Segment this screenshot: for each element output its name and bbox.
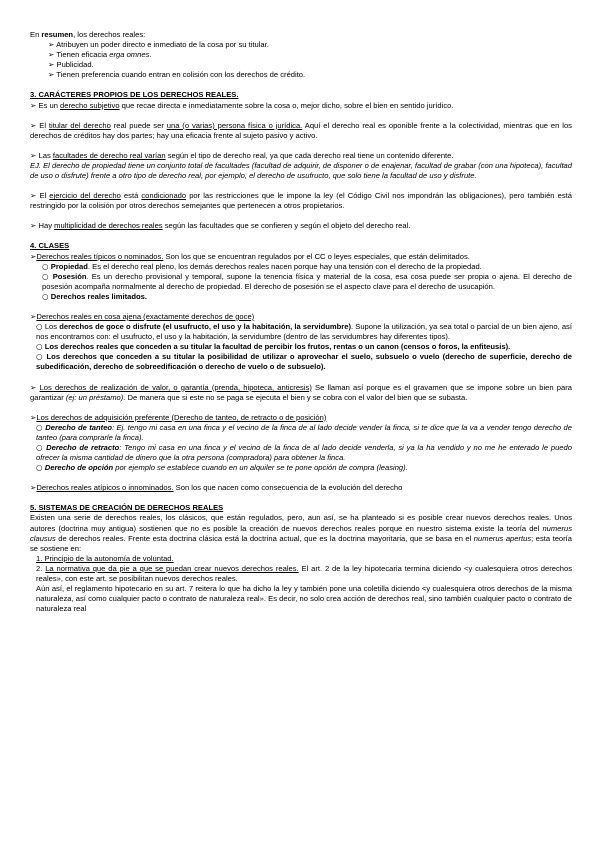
section-4-title: 4. CLASES <box>30 241 70 251</box>
s4-adquisicion-title: ➢Los derechos de adquisición preferente (Derecho de tanteo, de retracto o de posición) <box>30 412 327 422</box>
s3-paragraph-3: ➢ Las facultades de derecho real varían según el tipo de derecho real, ya que cada derecho real tiene un contenido diferente. <box>30 150 454 160</box>
resumen-lead: En resumen, los derechos reales: <box>30 30 146 39</box>
s3-paragraph-4: ➢ El ejercicio del derecho está condicionado por las restricciones que le impone la ley (el Código Civil nos impondrán las obligaciones), pero también está restringido por la colisión por otros derechos semejantes que pertenecen a otros propietarios. <box>30 191 572 211</box>
s4-garantia: ➢ Los derechos de realización de valor, o garantía (prenda, hipoteca, anticresis) Se llaman así porque es el gravamen que se impone sobre un bien para garantizar (ej: un préstamo). De manera que si este no se paga se ejecuta el bien y se cobra con el valor del bien que se subasta. <box>30 382 572 402</box>
circle-bullet-icon: ○ <box>36 422 43 432</box>
document-page <box>30 30 572 614</box>
arrow-bullet-icon: ➢ <box>30 150 37 160</box>
s5-item-2-continuation: Aún así, el reglamento hipotecario en su art. 7 reitera lo que ha dicho la ley y también pone una coletilla diciendo <y cualesquiera otros derechos de la misma naturaleza, así como cualquier pacto o contrato de naturaleza real». Es decir, no solo crea acción de derechos real, sino también cualquier pacto o contrato de naturaleza real <box>36 584 572 614</box>
arrow-bullet-icon: ➢ <box>48 70 55 80</box>
s4-tipicos: ➢Derechos reales típicos o nominados. Son los que se encuentran regulados por el CC o leyes especiales, que están delimitados. <box>30 251 470 261</box>
resumen-item: ➢ Publicidad. <box>48 60 94 70</box>
circle-bullet-icon: ○ <box>36 342 43 352</box>
circle-bullet-icon: ○ <box>42 261 49 271</box>
s4-propiedad: ○ Propiedad. Es el derecho real pleno, los demás derechos reales nacen porque hay una tensión con el derecho de la propiedad. <box>42 261 482 271</box>
section-3-title: 3. CARÁCTERES PROPIOS DE LOS DERECHOS REALES. <box>30 90 239 100</box>
s4-tanteo: ○ Derecho de tanteo: Ej. tengo mi casa en una finca y el vecino de la finca de al lado decide vender la finca, si te dice que la va a vender tengo derecho de tanteo (para comprarle la finca). <box>36 422 572 442</box>
s4-goce-2: ○ Los derechos reales que conceden a su titular la facultad de percibir los frutos, rentas o un canon (censos o foros, la enfiteusis). <box>36 342 511 352</box>
arrow-bullet-icon: ➢ <box>30 311 37 321</box>
s4-atipicos: ➢Derechos reales atípicos o innominados. Son los que nacen como consecuencia de la evolución del derecho <box>30 483 403 493</box>
s4-opcion: ○ Derecho de opción por ejemplo se establece cuando en un alquiler se te pone opción de compra (leasing). <box>36 463 408 473</box>
arrow-bullet-icon: ➢ <box>30 221 37 231</box>
s4-goce-3: ○ Los derechos que conceden a su titular la posibilidad de utilizar o aprovechar el suelo, subsuelo o vuelo (derecho de superficie, derecho de subedificación, derecho de sobreedificación o derecho de vuelo o de subsuelo). <box>36 352 572 372</box>
s5-intro: Existen una serie de derechos reales, los clásicos, que están regulados, pero, aun así, se ha planteado si es posible crear nuevos derechos reales. Unos autores (doctrina muy antigua) sostienen que no es posible la creación de nuevos derechos reales porque en nuestro sistema existe la teoría del numerus clausus de derechos reales. Frente esta doctrina clásica está la doctrina actual, que es la doctrina mayoritaria, que se basa en el numerus apertus; esta teoría se sostiene en: <box>30 513 572 553</box>
s4-limitados: ○ Derechos reales limitados. <box>42 291 147 301</box>
section-5-title: 5. SISTEMAS DE CREACIÓN DE DERECHOS REALES <box>30 503 224 513</box>
arrow-bullet-icon: ➢ <box>30 382 37 392</box>
s4-retracto: ○ Derecho de retracto: Tengo mi casa en una finca y el vecino de la finca de al lado decide venderla, si ya la ha vendido y no me he enterado le puedo ofrecer la misma cantidad de dinero que la otra persona (compradora) para obtener la finca. <box>36 443 572 463</box>
arrow-bullet-icon: ➢ <box>48 60 55 70</box>
arrow-bullet-icon: ➢ <box>30 251 37 261</box>
resumen-item: ➢ Atribuyen un poder directo e inmediato de la cosa por su titular. <box>48 40 269 50</box>
circle-bullet-icon: ○ <box>36 443 44 452</box>
circle-bullet-icon: ○ <box>36 352 44 362</box>
s3-example: EJ. El derecho de propiedad tiene un conjunto total de facultades (facultad de adquirir, de disponer o de enajenar, facultad de grabar (con una hipoteca), facultad de uso o disfrute) frente a otro tipo de derecho real, por ejemplo, el derecho de usufructo, que solo tiene la facultad de uso y disfrute. <box>30 160 572 181</box>
arrow-bullet-icon: ➢ <box>48 40 55 50</box>
arrow-bullet-icon: ➢ <box>30 100 37 110</box>
arrow-bullet-icon: ➢ <box>30 191 37 201</box>
arrow-bullet-icon: ➢ <box>30 120 37 130</box>
arrow-bullet-icon: ➢ <box>30 483 37 493</box>
resumen-item: ➢ Tienen eficacia erga omnes. <box>48 50 152 60</box>
circle-bullet-icon: ○ <box>42 291 49 301</box>
s4-goce-title: ➢Derechos reales en cosa ajena (exactamente derechos de goce) <box>30 311 255 321</box>
s4-posesion: ○ Posesión. Es un derecho provisional y temporal, supone la tenencia física y material de la cosa, esa cosa puede ser propia o ajena. El derecho de posesión acompaña normalmente al derecho de propiedad. El derecho de posesión se el aspecto clave para el derecho de usucapión. <box>42 271 572 291</box>
arrow-bullet-icon: ➢ <box>30 412 37 422</box>
circle-bullet-icon: ○ <box>36 463 43 473</box>
s5-item-1: 1. Principio de la autonomía de voluntad. <box>36 553 174 563</box>
s3-paragraph-2: ➢ El titular del derecho real puede ser una (o varias) persona física o jurídica. Aquí el derecho real es oponible frente a la colectividad, mientras que en los derechos de créditos hay dos partes; hay una eficacia frente al sujeto pasivo y activo. <box>30 120 572 140</box>
resumen-item: ➢ Tienen preferencia cuando entran en colisión con los derechos de crédito. <box>48 70 306 80</box>
circle-bullet-icon: ○ <box>36 322 43 332</box>
s3-paragraph-1: ➢ Es un derecho subjetivo que recae directa e inmediatamente sobre la cosa o, mejor dicho, sobre el bien en sentido jurídico. <box>30 100 454 110</box>
s3-paragraph-5: ➢ Hay multiplicidad de derechos reales según las facultades que se confieren y según el objeto del derecho real. <box>30 221 411 231</box>
circle-bullet-icon: ○ <box>42 271 50 281</box>
s4-goce-1: ○ Los derechos de goce o disfrute (el usufructo, el uso y la habitación, la servidumbre). Supone la utilización, ya sea total o parcial de un bien ajeno, así nos encontramos con: el usufructo, el uso y la habitación, la servidumbre (dentro de las servidumbres hay diferentes tipos). <box>36 322 572 342</box>
arrow-bullet-icon: ➢ <box>48 50 55 60</box>
s5-item-2: 2. La normativa que da pie a que se puedan crear nuevos derechos reales. El art. 2 de la ley hipotecaria termina diciendo <y cualesquiera otros derechos reales», con este art. se posibilitan nuevos derechos reales. <box>36 563 572 584</box>
